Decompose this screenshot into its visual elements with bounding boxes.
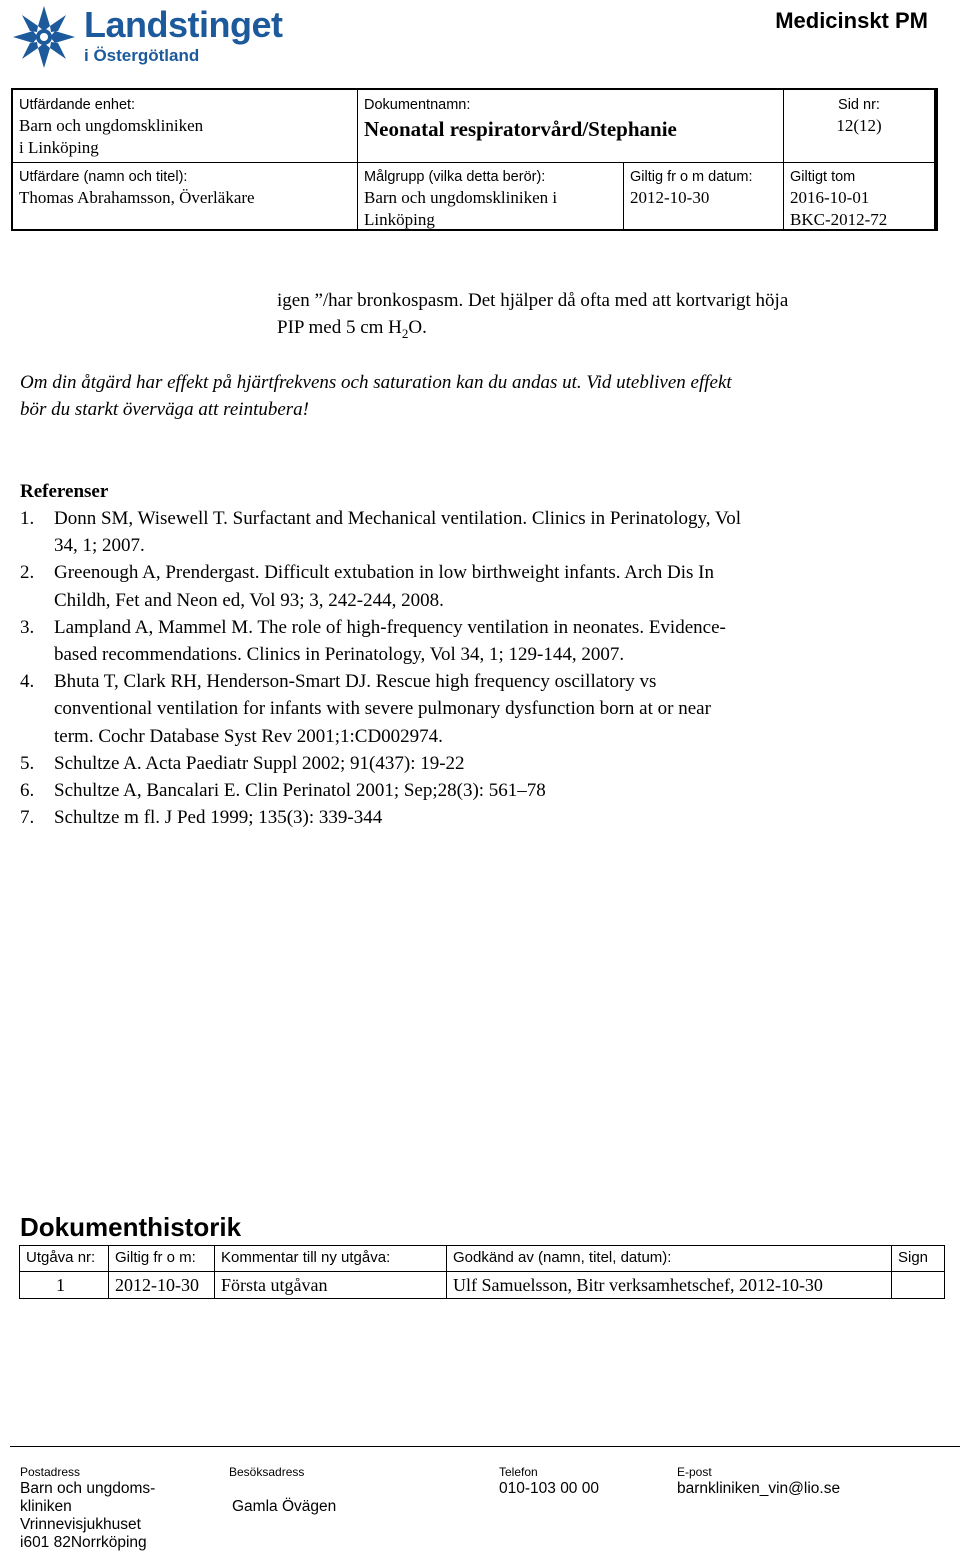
reference-text: Lampland A, Mammel M. The role of high-frequency ventilation in neonates. Evidence- (54, 616, 726, 638)
history-table (19, 1245, 945, 1299)
issuer-cell (13, 92, 357, 162)
reference-text: Greenough A, Prendergast. Difficult extubation in low birthweight infants. Arch Dis In (54, 562, 714, 584)
history-row-version: 1 (56, 1275, 65, 1295)
footer-phone-value: 010-103 00 00 (499, 1480, 599, 1497)
docname-label: Dokumentnamn: (364, 97, 471, 113)
footer-postal-label: Postadress (20, 1465, 81, 1479)
footer-visit-value: Gamla Övägen (232, 1498, 337, 1515)
history-header-sign: Sign (898, 1249, 929, 1266)
page-value: 12(12) (836, 116, 882, 135)
footer-postal-line-2: kliniken (20, 1498, 72, 1515)
footer-divider (10, 1446, 960, 1447)
valid-to-cell (784, 164, 934, 234)
target-label: Målgrupp (vilka detta berör): (364, 169, 546, 185)
body-line-2: PIP med 5 cm $H_2O$. (277, 317, 427, 341)
target-value-1: Barn och ungdomskliniken i (364, 188, 558, 207)
issuer-value-2: i Linköping (19, 138, 99, 157)
issuer-label: Utfärdande enhet: (19, 97, 136, 113)
body-line-1: igen ”/har bronkospasm. Det hjälper då ofta med att kortvarigt höja (277, 290, 789, 311)
reference-text: 34, 1; 2007. (54, 535, 145, 557)
reference-text: Bhuta T, Clark RH, Henderson-Smart DJ. Rescue high frequency oscillatory vs (54, 671, 657, 693)
footer-postal-line-1: Barn och ungdoms- (20, 1480, 156, 1497)
reference-text: Schultze A, Bancalari E. Clin Perinatol 2001; Sep;28(3): 561–78 (54, 780, 546, 801)
author-value: Thomas Abrahamsson, Överläkare (19, 188, 255, 207)
reference-text: based recommendations. Clinics in Perinatology, Vol 34, 1; 129-144, 2007. (54, 644, 625, 665)
footer-email-label: E-post (677, 1465, 712, 1479)
reference-number: 1. (20, 508, 35, 529)
history-row-sign (892, 1273, 904, 1277)
reference-number: 4. (20, 671, 35, 693)
footer-visit-label: Besöksadress (229, 1465, 305, 1479)
history-title: Dokumenthistorik (20, 1212, 242, 1242)
logo-title: Landstinget (84, 4, 283, 45)
history-header-approved: Godkänd av (namn, titel, datum): (453, 1249, 672, 1266)
page-label: Sid nr: (838, 97, 880, 113)
document-type: Medicinskt PM (775, 8, 928, 33)
history-header-comment: Kommentar till ny utgåva: (221, 1249, 391, 1266)
footer-postal-line-4: i601 82Norrköping (20, 1534, 147, 1551)
reference-text: Childh, Fet and Neon ed, Vol 93; 3, 242-244, 2008. (54, 589, 444, 611)
page-cell (784, 92, 934, 140)
italic-line-1: Om din åtgärd har effekt på hjärtfrekvens och saturation kan du andas ut. Vid utebliven effekt (20, 372, 732, 393)
author-label: Utfärdare (namn och titel): (19, 169, 188, 185)
history-header-version: Utgåva nr: (26, 1249, 96, 1266)
valid-from-cell (624, 164, 783, 212)
docname-value: Neonatal respiratorvård/Stephanie (364, 117, 677, 141)
history-row-valid-from: 2012-10-30 (115, 1275, 199, 1295)
reference-text: Donn SM, Wisewell T. Surfactant and Mechanical ventilation. Clinics in Perinatology, Vol (54, 508, 742, 529)
issuer-value-1: Barn och ungdomskliniken (19, 116, 204, 135)
footer-postal-line-3: Vrinnevisjukhuset (20, 1516, 141, 1533)
reference-number: 6. (20, 780, 35, 801)
footer-phone-label: Telefon (499, 1465, 538, 1479)
history-row-approved: Ulf Samuelsson, Bitr verksamhetschef, 2012-10-30 (453, 1275, 823, 1295)
valid-from-label: Giltig fr o m datum: (630, 169, 753, 185)
valid-to-label: Giltigt tom (790, 169, 856, 185)
footer-email-value: barnkliniken_vin@lio.se (677, 1480, 841, 1497)
author-cell (13, 164, 357, 212)
reference-text: term. Cochr Database Syst Rev 2001;1:CD002974. (54, 725, 443, 747)
reference-text: Schultze m fl. J Ped 1999; 135(3): 339-344 (54, 807, 383, 829)
reference-text: conventional ventilation for infants with severe pulmonary dysfunction born at or near (54, 698, 711, 720)
valid-from-value: 2012-10-30 (630, 188, 710, 207)
reference-number: 7. (20, 807, 35, 829)
target-value-2: Linköping (364, 210, 435, 229)
logo-subtitle: i Östergötland (84, 46, 200, 65)
references-heading: Referenser (20, 481, 109, 502)
reference-code: BKC-2012-72 (790, 210, 888, 229)
reference-number: 2. (20, 562, 35, 584)
history-header-valid-from: Giltig fr o m: (115, 1249, 196, 1266)
history-row-comment: Första utgåvan (221, 1275, 328, 1295)
reference-number: 5. (20, 752, 35, 774)
italic-line-2: bör du starkt överväga att reintubera! (20, 399, 310, 420)
landstinget-logo-icon (10, 4, 78, 70)
valid-to-value: 2016-10-01 (790, 188, 870, 207)
document-header-table (11, 88, 938, 231)
reference-text: Schultze A. Acta Paediatr Suppl 2002; 91(437): 19-22 (54, 752, 465, 774)
docname-cell (358, 92, 783, 146)
reference-number: 3. (20, 616, 35, 638)
target-cell (358, 164, 623, 234)
